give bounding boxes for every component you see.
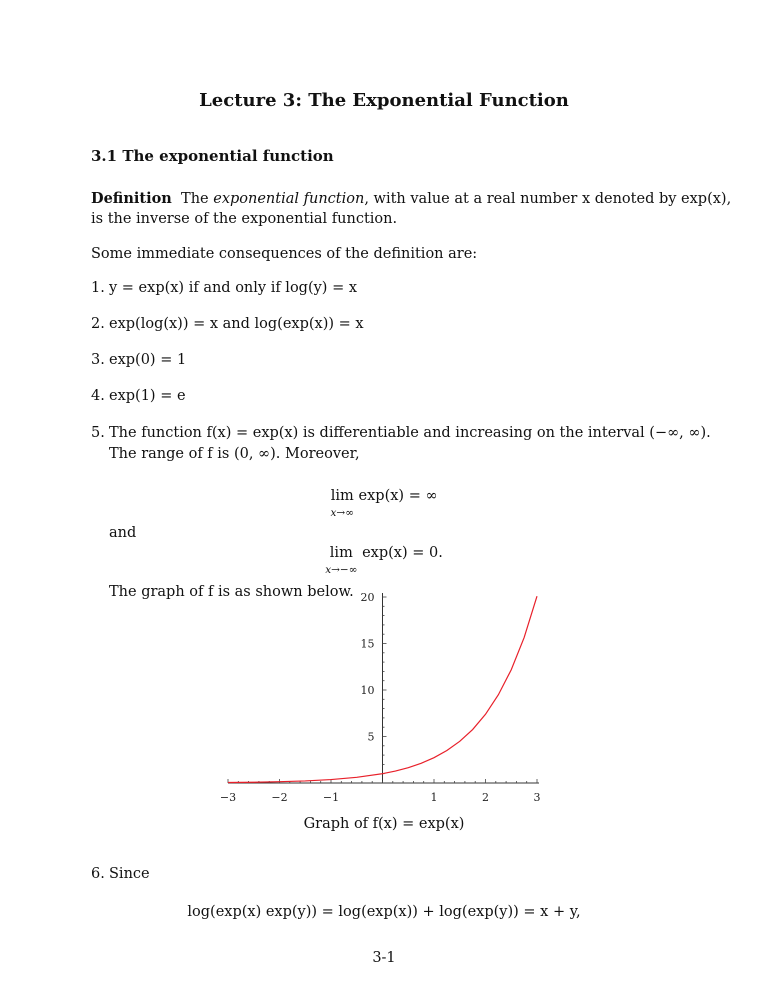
list-item-5-line-1 [91, 425, 711, 441]
list-item [91, 388, 186, 404]
list-item-number: 2. [91, 316, 105, 332]
list-item-text: exp(1) = e [109, 388, 186, 404]
section-heading: 3.1 The exponential function [91, 147, 334, 165]
list-item-text: exp(log(x)) = x and log(exp(x)) = x [109, 316, 364, 332]
definition-label: Definition [91, 190, 172, 207]
list-item-6-label [91, 866, 150, 882]
list-item [91, 280, 357, 296]
limit-expression: exp(x) = 0. [362, 545, 443, 561]
limit-word: lim [329, 545, 353, 561]
list-item-text: exp(0) = 1 [109, 352, 187, 368]
chart-tick-labels [220, 591, 541, 804]
limit-word: lim [330, 488, 354, 504]
list-item-number: 3. [91, 352, 105, 368]
list-item-text: y = exp(x) if and only if log(y) = x [109, 280, 358, 296]
chart-axes [228, 593, 539, 783]
page-number: 3-1 [372, 950, 396, 966]
definition-text-b: , with value at a real number x denoted by exp(x), [364, 191, 732, 207]
and-word: and [109, 525, 137, 541]
y-tick-label: 15 [360, 637, 375, 651]
list-item-5-line-2: The range of f is (0, ∞). Moreover, [109, 446, 360, 462]
x-tick-label: −2 [271, 791, 288, 804]
x-tick-label: 3 [533, 791, 541, 804]
figure-caption: Graph of f(x) = exp(x) [303, 816, 465, 832]
graph-intro: The graph of f is as shown below. [109, 584, 354, 600]
exp-chart [200, 585, 570, 810]
limit-expression: exp(x) = ∞ [358, 488, 438, 504]
definition-line-1 [91, 188, 731, 210]
list-item-text: Since [109, 866, 150, 882]
definition-line-2: is the inverse of the exponential function. [91, 211, 398, 227]
list-item-number: 1. [91, 280, 105, 296]
y-tick-label: 10 [360, 684, 375, 697]
list-item-number: 5. [91, 425, 105, 441]
intro-text: Some immediate consequences of the definition are: [91, 246, 478, 262]
limit-operator [325, 545, 357, 576]
definition-term: exponential function [213, 191, 365, 207]
limit-subscript: x→−∞ [325, 564, 358, 576]
limit-neg-infinity [0, 545, 768, 576]
definition-text-a: The [181, 191, 214, 207]
equation: log(exp(x) exp(y)) = log(exp(x)) + log(exp(y)) = x + y, [187, 904, 581, 920]
x-tick-label: −3 [219, 791, 237, 804]
list-item-number: 4. [91, 388, 105, 404]
limit-operator [330, 488, 353, 519]
x-tick-label: 2 [482, 791, 489, 804]
list-item-number: 6. [91, 866, 105, 882]
y-tick-label: 20 [360, 591, 375, 604]
y-tick-label: 5 [367, 730, 375, 744]
x-tick-label: −1 [322, 791, 340, 804]
list-item [91, 316, 364, 332]
list-item-text: The function f(x) = exp(x) is differentiable and increasing on the interval (−∞, ∞). [109, 425, 711, 441]
limit-subscript: x→∞ [330, 507, 354, 519]
limit-infinity [0, 488, 768, 519]
page-title: Lecture 3: The Exponential Function [199, 90, 569, 111]
list-item [91, 352, 186, 368]
chart-ticks [228, 597, 537, 783]
x-tick-label: 1 [430, 791, 438, 804]
